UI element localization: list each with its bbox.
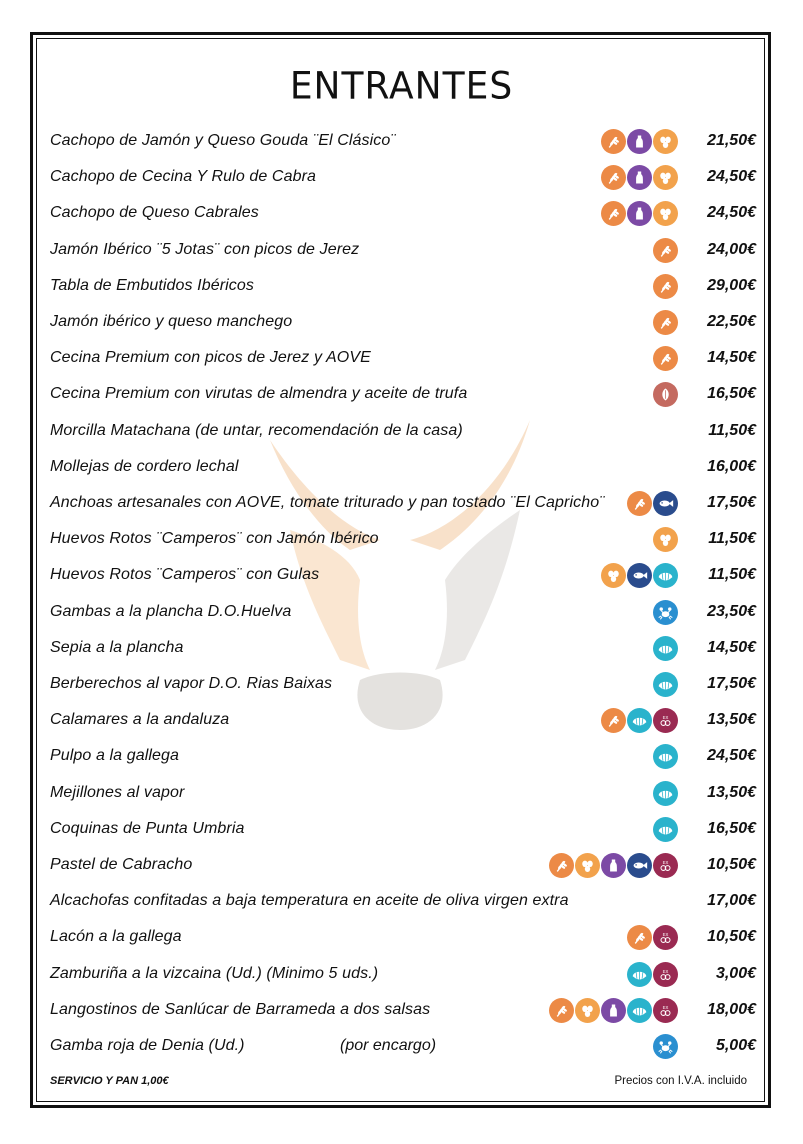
item-name: Cachopo de Jamón y Queso Gouda ¨El Clásico¨ — [50, 132, 396, 149]
crustacean-icon — [653, 1034, 678, 1059]
allergen-icons — [627, 925, 678, 950]
allergen-icons — [601, 563, 678, 588]
menu-item — [50, 306, 756, 340]
gluten-icon — [627, 491, 652, 516]
svg-text:EX: EX — [662, 968, 669, 974]
milk-icon — [627, 201, 652, 226]
svg-text:EX: EX — [662, 932, 669, 938]
allergen-icons — [601, 201, 678, 226]
gluten-icon — [653, 274, 678, 299]
item-name: Jamón Ibérico ¨5 Jotas¨ con picos de Jerez — [50, 240, 360, 258]
svg-text:EX: EX — [662, 714, 669, 720]
menu-item — [50, 161, 756, 195]
item-price: 13,50€ — [707, 711, 756, 729]
item-name: Anchoas artesanales con AOVE, tomate triturado y pan tostado ¨El Capricho¨ — [50, 494, 605, 511]
menu-item — [50, 994, 756, 1028]
gluten-icon — [653, 238, 678, 263]
gluten-icon — [549, 998, 574, 1023]
item-price: 24,50€ — [707, 747, 756, 765]
item-price: 22,50€ — [707, 313, 756, 330]
item-price: 5,00€ — [715, 1037, 756, 1054]
milk-icon — [627, 165, 652, 190]
item-name: Mejillones al vapor — [50, 783, 185, 801]
item-name: Coquinas de Punta Umbria — [50, 819, 245, 837]
allergen-icons — [653, 600, 678, 625]
item-price: 10,50€ — [707, 856, 756, 873]
item-name: Morcilla Matachana (de untar, recomendación de la casa) — [50, 421, 463, 439]
allergen-icons — [653, 744, 678, 769]
item-price: 18,00€ — [707, 1000, 756, 1018]
gluten-icon — [549, 853, 574, 878]
item-name: Huevos Rotos ¨Camperos¨ con Jamón Ibérico — [50, 530, 379, 548]
mollusc-icon — [627, 962, 652, 987]
item-price: 17,50€ — [707, 675, 756, 692]
item-price: 16,50€ — [707, 819, 756, 837]
menu-item — [50, 378, 756, 412]
item-name: Gambas a la plancha D.O.Huelva — [50, 602, 292, 620]
egg-icon — [601, 563, 626, 588]
vat-note: Precios con I.V.A. incluido — [614, 1075, 747, 1087]
item-name: Huevos Rotos ¨Camperos¨ con Gulas — [50, 566, 320, 584]
milk-icon — [601, 998, 626, 1023]
fish-icon — [627, 563, 652, 588]
item-price: 10,50€ — [707, 928, 756, 946]
mollusc-icon — [653, 636, 678, 661]
item-name: Sepia a la plancha — [50, 638, 184, 656]
milk-icon — [627, 129, 652, 154]
menu-item — [50, 342, 756, 376]
item-price: 24,50€ — [707, 168, 756, 186]
item-price: 21,50€ — [707, 132, 756, 149]
item-price: 24,50€ — [707, 204, 756, 222]
allergen-icons — [653, 636, 678, 661]
gluten-icon — [601, 165, 626, 190]
egg-icon — [575, 998, 600, 1023]
item-price: 13,50€ — [707, 783, 756, 801]
menu-item — [50, 234, 756, 268]
allergen-icons — [627, 962, 678, 987]
menu-item — [50, 813, 756, 847]
allergen-icons — [601, 129, 678, 154]
allergen-icons — [653, 310, 678, 335]
sulphites-icon — [653, 998, 678, 1023]
item-name: Tabla de Embutidos Ibéricos — [50, 276, 255, 294]
menu-item — [50, 523, 756, 557]
menu-item — [50, 704, 756, 738]
mollusc-icon — [627, 708, 652, 733]
mollusc-icon — [653, 744, 678, 769]
item-name: Lacón a la gallega — [50, 928, 182, 946]
item-price: 29,00€ — [707, 276, 756, 294]
item-price: 14,50€ — [707, 349, 756, 367]
sulphites-icon — [653, 925, 678, 950]
mollusc-icon — [653, 781, 678, 806]
menu-item — [50, 451, 756, 485]
menu-item — [50, 885, 756, 919]
allergen-icons — [653, 672, 678, 697]
allergen-icons — [653, 781, 678, 806]
item-price: 24,00€ — [707, 240, 756, 258]
allergen-icons — [627, 491, 678, 516]
item-name: Pastel de Cabracho — [50, 856, 193, 873]
mollusc-icon — [653, 672, 678, 697]
item-price: 16,50€ — [707, 385, 756, 403]
item-price: 17,00€ — [707, 892, 756, 910]
item-name: Cachopo de Cecina Y Rulo de Cabra — [50, 168, 316, 186]
gluten-icon — [601, 129, 626, 154]
allergen-icons — [653, 817, 678, 842]
item-price: 11,50€ — [708, 421, 756, 439]
allergen-icons — [549, 853, 678, 878]
service-and-bread-note: SERVICIO Y PAN 1,00€ — [50, 1075, 169, 1087]
mollusc-icon — [627, 998, 652, 1023]
egg-icon — [653, 129, 678, 154]
menu-item — [50, 270, 756, 304]
gluten-icon — [601, 708, 626, 733]
allergen-icons — [653, 527, 678, 552]
item-name: Gamba roja de Denia (Ud.) — [50, 1037, 245, 1054]
item-name: Pulpo a la gallega — [50, 747, 180, 765]
item-name: Cecina Premium con virutas de almendra y aceite de trufa — [50, 385, 468, 403]
menu-item — [50, 487, 756, 521]
item-price: 16,00€ — [707, 457, 756, 475]
mollusc-icon — [653, 817, 678, 842]
menu-item — [50, 632, 756, 666]
item-price: 14,50€ — [707, 638, 756, 656]
fish-icon — [627, 853, 652, 878]
menu-item — [50, 849, 756, 883]
egg-icon — [653, 201, 678, 226]
item-price: 11,50€ — [708, 530, 756, 548]
gluten-icon — [601, 201, 626, 226]
menu-item — [50, 668, 756, 702]
page-title: ENTRANTES — [289, 64, 514, 109]
item-price: 23,50€ — [707, 602, 756, 620]
allergen-icons — [549, 998, 678, 1023]
menu-item — [50, 740, 756, 774]
item-name: Jamón ibérico y queso manchego — [50, 313, 293, 330]
item-price: 11,50€ — [708, 566, 756, 584]
item-name: Berberechos al vapor D.O. Rias Baixas — [50, 675, 333, 692]
allergen-icons — [653, 382, 678, 407]
item-name: Mollejas de cordero lechal — [50, 457, 239, 475]
sulphites-icon — [653, 962, 678, 987]
item-name: Zamburiña a la vizcaina (Ud.) (Minimo 5 uds.) — [50, 964, 379, 982]
svg-text:EX: EX — [662, 1004, 669, 1010]
item-name: Alcachofas confitadas a baja temperatura en aceite de oliva virgen extra — [50, 892, 569, 910]
mollusc-icon — [653, 563, 678, 588]
menu-item — [50, 596, 756, 630]
menu-item — [50, 921, 756, 955]
allergen-icons — [601, 708, 678, 733]
nuts-icon — [653, 382, 678, 407]
allergen-icons — [653, 238, 678, 263]
svg-text:EX: EX — [662, 859, 669, 865]
item-name: Langostinos de Sanlúcar de Barrameda a dos salsas — [50, 1000, 431, 1018]
item-name: Cecina Premium con picos de Jerez y AOVE — [50, 349, 371, 367]
fish-icon — [653, 491, 678, 516]
allergen-icons — [653, 1034, 678, 1059]
menu-item — [50, 125, 756, 159]
item-price: 17,50€ — [707, 494, 756, 511]
egg-icon — [653, 165, 678, 190]
gluten-icon — [653, 310, 678, 335]
menu-item — [50, 777, 756, 811]
crustacean-icon — [653, 600, 678, 625]
egg-icon — [653, 527, 678, 552]
menu-item — [50, 958, 756, 992]
milk-icon — [601, 853, 626, 878]
gluten-icon — [627, 925, 652, 950]
menu-item — [50, 415, 756, 449]
gluten-icon — [653, 346, 678, 371]
item-price: 3,00€ — [715, 964, 756, 982]
allergen-icons — [653, 274, 678, 299]
menu-item — [50, 1030, 756, 1064]
item-note: (por encargo) — [340, 1037, 437, 1054]
menu-item — [50, 197, 756, 231]
egg-icon — [575, 853, 600, 878]
sulphites-icon — [653, 853, 678, 878]
item-name: Calamares a la andaluza — [50, 711, 230, 729]
sulphites-icon — [653, 708, 678, 733]
allergen-icons — [601, 165, 678, 190]
allergen-icons — [653, 346, 678, 371]
item-name: Cachopo de Queso Cabrales — [50, 204, 259, 222]
menu-item — [50, 559, 756, 593]
